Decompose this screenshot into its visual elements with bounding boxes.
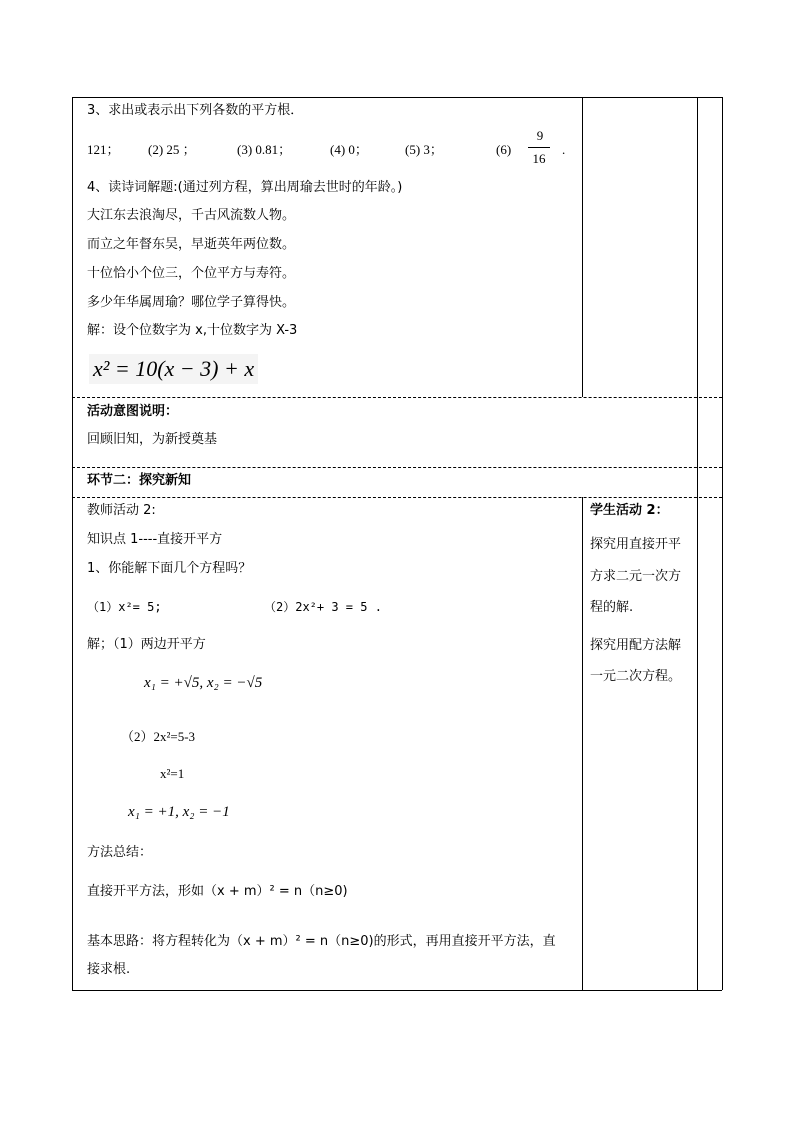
q3-item-1: 121；	[87, 142, 120, 157]
student-line-1: 探究用直接开平	[590, 537, 682, 552]
section2-heading: 环节二：探究新知	[87, 473, 192, 488]
poem-line-4: 多少年华属周瑜？哪位学子算得快。	[87, 295, 296, 310]
row-divider-2	[72, 467, 722, 468]
poem-line-3: 十位恰小个位三，个位平方与寿符。	[87, 266, 296, 281]
column-divider-top	[582, 97, 583, 397]
poem-line-1: 大江东去浪淘尽，千古风流数人物。	[87, 208, 296, 223]
fraction-numerator: 9	[536, 128, 544, 143]
row-divider-3	[72, 497, 722, 498]
q3-item-4: (4) 0；	[330, 142, 368, 157]
method-2-line-2: 接求根.	[87, 962, 131, 977]
solution-1: x₁ = +√5, x₂ = −√5	[144, 675, 263, 691]
method-2-line-1: 基本思路：将方程转化为（x + m）² = n（n≥0)的形式，再用直接开平方法，直	[87, 934, 556, 949]
student-line-3: 程的解.	[590, 600, 634, 615]
student-line-4: 探究用配方法解	[590, 638, 682, 653]
fraction-denominator: 16	[532, 151, 546, 166]
column-divider-bottom	[582, 497, 583, 990]
student-line-2: 方求二元一次方	[590, 569, 682, 584]
table-top-border	[72, 97, 722, 98]
knowledge-point: 知识点 1----直接开平方	[87, 532, 223, 547]
equation-2: （2）2x²+ 3 = 5 .	[264, 600, 382, 614]
equation-main: x² = 10(x − 3) + x	[89, 354, 258, 384]
table-inner-right-border	[697, 97, 698, 990]
student-line-5: 一元二次方程。	[590, 669, 682, 684]
q3-item-3: (3) 0.81；	[237, 142, 292, 157]
teacher-activity-label: 教师活动 2:	[87, 503, 156, 518]
solution-setup: 解：设个位数字为 x,十位数字为 X-3	[87, 323, 298, 338]
q3-item-5: (5) 3；	[405, 142, 443, 157]
poem-line-2: 而立之年督东吴，早逝英年两位数。	[87, 237, 296, 252]
q3-title: 3、求出或表示出下列各数的平方根．	[87, 103, 304, 118]
intent-text: 回顾旧知，为新授奠基	[87, 432, 218, 447]
table-bottom-border	[72, 990, 722, 991]
row-divider-1	[72, 397, 722, 398]
solution-2-result: x₁ = +1, x₂ = −1	[128, 804, 230, 820]
q3-item-2: (2) 25 ；	[148, 142, 196, 157]
method-heading: 方法总结：	[87, 845, 153, 860]
equation-1: （1）x²= 5;	[87, 600, 162, 614]
question-1: 1、你能解下面几个方程吗？	[87, 561, 252, 576]
intent-heading: 活动意图说明：	[87, 404, 179, 419]
table-right-border	[722, 97, 723, 990]
solution-2-step-1: （2）2x²=5-3	[121, 729, 196, 744]
q3-item-6: (6)	[496, 142, 512, 157]
student-activity-heading: 学生活动 2：	[590, 503, 669, 518]
solution-2-step-2: x²=1	[160, 766, 185, 781]
q3-end-dot: .	[562, 142, 566, 157]
q4-title: 4、读诗词解题:(通过列方程，算出周瑜去世时的年龄。)	[87, 180, 403, 195]
fraction-bar	[528, 147, 550, 148]
table-left-border	[72, 97, 73, 990]
solution-intro: 解；（1）两边开平方	[87, 637, 206, 652]
method-1: 直接开平方法，形如（x + m）² = n（n≥0)	[87, 884, 348, 899]
